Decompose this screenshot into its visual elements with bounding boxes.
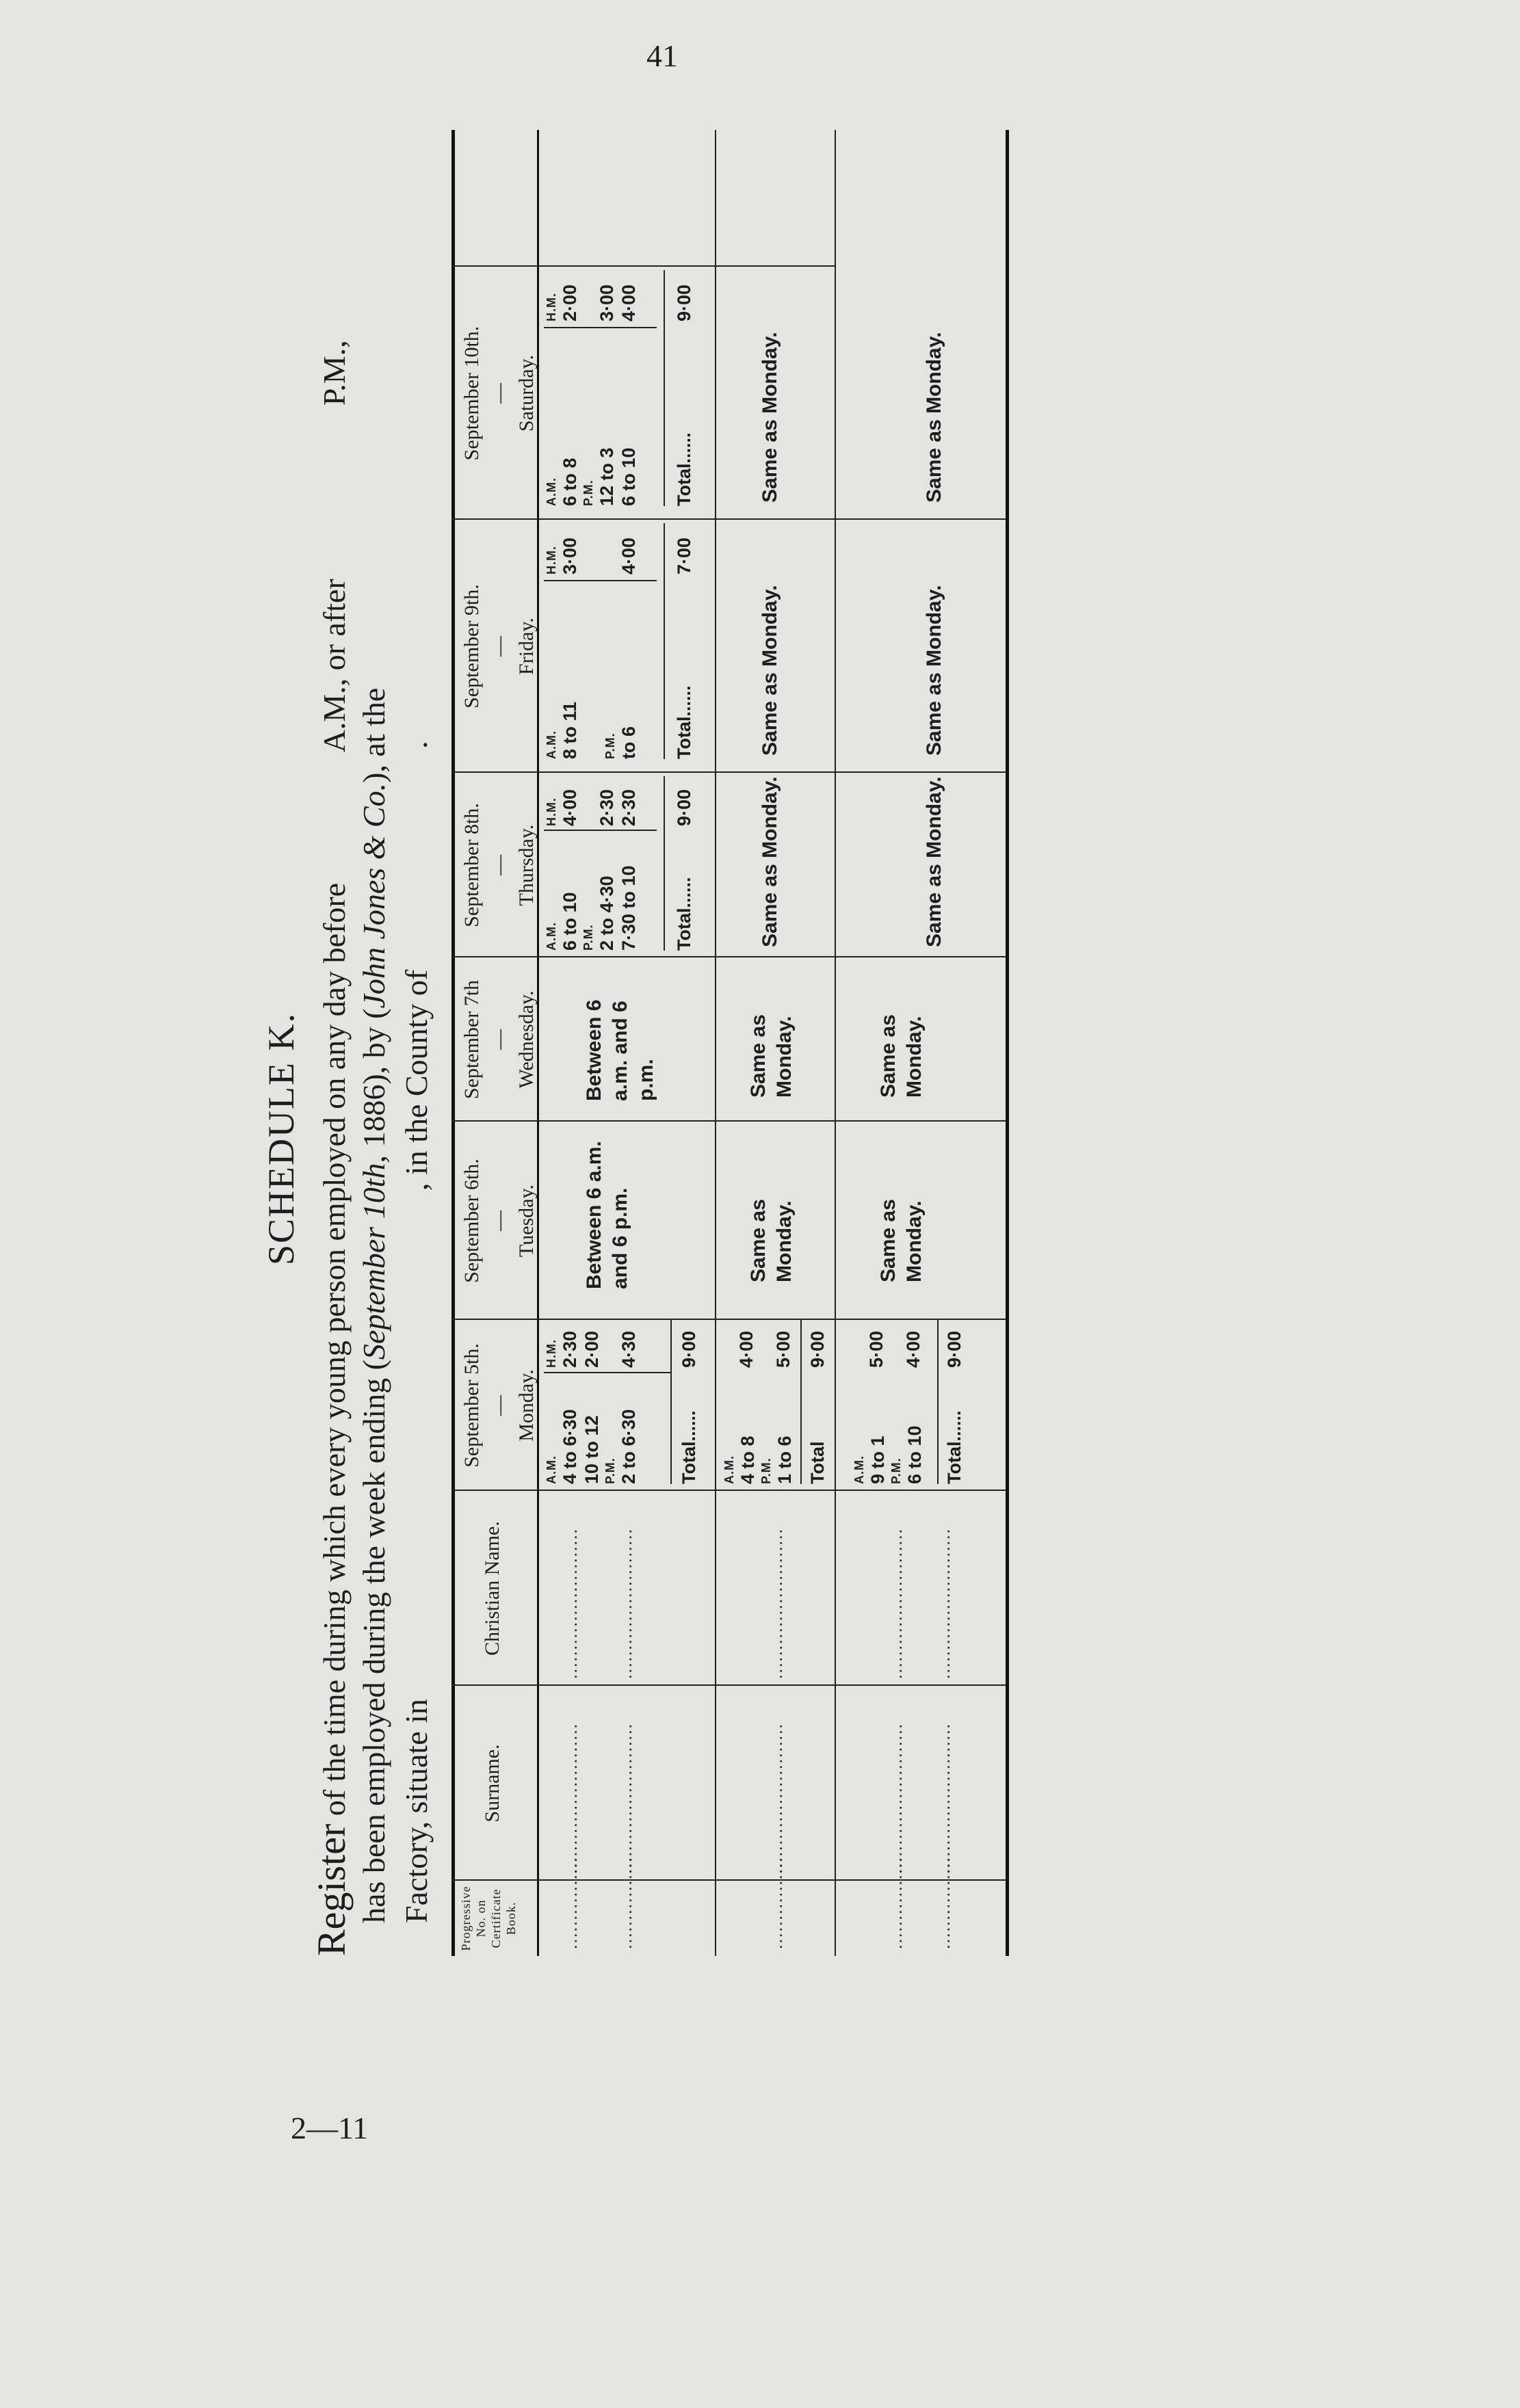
pm-label: P.M. bbox=[889, 1457, 903, 1484]
register-word: Register bbox=[309, 1823, 354, 1956]
monday-total-label: Total...... bbox=[679, 1410, 699, 1484]
monday-date: September 5th. bbox=[460, 1343, 483, 1468]
hours-sep bbox=[544, 327, 657, 328]
hours-sep bbox=[544, 1372, 670, 1373]
dotted-fill: .......................... bbox=[616, 1528, 635, 1679]
time-range: 1 to 6 bbox=[774, 1435, 795, 1484]
monday-ref: Monday. bbox=[903, 1200, 926, 1282]
saturday-total-label: Total...... bbox=[674, 432, 694, 506]
hours: 4·30 bbox=[618, 1330, 639, 1368]
monday-label: Monday. bbox=[515, 1369, 538, 1442]
text-part: . bbox=[399, 741, 434, 749]
am-label: A.M. bbox=[545, 730, 558, 759]
thursday-total-hours: 9·00 bbox=[674, 789, 694, 826]
spacer bbox=[887, 1320, 902, 1368]
tuesday-between: Between 6 a.m. and 6 p.m. bbox=[583, 1141, 631, 1289]
hours: 2·30 bbox=[597, 789, 617, 826]
am-label: A.M. bbox=[545, 477, 558, 506]
time-range: 6 to 8 bbox=[560, 458, 580, 506]
spacer bbox=[581, 778, 596, 826]
employer-name: John Jones & Co. bbox=[356, 782, 391, 1009]
header-thursday bbox=[458, 773, 540, 957]
page-number: 41 bbox=[646, 38, 678, 73]
hours: 4·00 bbox=[560, 789, 580, 826]
hours: 5·00 bbox=[866, 1330, 887, 1368]
row2-saturday-same: Same as Monday. bbox=[759, 332, 781, 503]
col-sep bbox=[451, 1879, 1006, 1881]
pm-label: P.M. bbox=[603, 1457, 617, 1484]
hours: 4·00 bbox=[903, 1330, 923, 1368]
row3-monday-total-hours: 9·00 bbox=[944, 1330, 965, 1368]
friday-total-hours: 7·00 bbox=[674, 537, 694, 574]
header-christian-name: Christian Name. bbox=[481, 1521, 503, 1656]
row2-thursday-same: Same as Monday. bbox=[759, 776, 781, 947]
dotted-fill: .......................... bbox=[561, 1528, 581, 1679]
hours: 4·00 bbox=[618, 537, 639, 574]
same-as: Same as bbox=[877, 1014, 900, 1098]
time-range: 2 to 6·30 bbox=[618, 1409, 639, 1484]
dotted-fill: ................ bbox=[766, 1856, 786, 1949]
header-progressive: Progressive No. on Certificate Book. bbox=[459, 1886, 518, 1951]
register-text: of the time during which every young person employed on any day before bbox=[317, 882, 352, 1824]
row2-monday-total-label: Total bbox=[807, 1441, 828, 1484]
am-text: A.M., or after bbox=[317, 579, 352, 753]
dash: — bbox=[488, 383, 510, 403]
total-rule bbox=[670, 1320, 672, 1484]
am-label: A.M. bbox=[545, 1455, 558, 1484]
register-line-2 bbox=[353, 688, 395, 1923]
header-monday bbox=[458, 1320, 540, 1491]
dotted-fill: .......................... bbox=[561, 1723, 581, 1874]
hours: 2·30 bbox=[618, 789, 639, 826]
friday-hours bbox=[544, 523, 640, 574]
spacer bbox=[757, 1320, 772, 1368]
tuesday-label: Tuesday. bbox=[515, 1184, 538, 1258]
row3-monday-times bbox=[852, 1375, 926, 1484]
pm-label: P.M. bbox=[581, 924, 595, 951]
row3-monday-hours bbox=[865, 1320, 924, 1368]
am-label: A.M. bbox=[545, 922, 558, 951]
spacer bbox=[603, 1320, 618, 1368]
hours: 2·30 bbox=[560, 1330, 580, 1368]
friday-label: Friday. bbox=[515, 618, 538, 675]
spacer bbox=[581, 270, 596, 321]
hm-label: H.M. bbox=[545, 797, 558, 826]
total-rule bbox=[800, 1320, 802, 1484]
am-label: A.M. bbox=[722, 1455, 736, 1484]
col-sep bbox=[451, 1684, 1006, 1686]
friday-total-label: Total...... bbox=[674, 685, 694, 759]
dotted-fill: ................ bbox=[561, 1856, 581, 1949]
hours: 3·00 bbox=[560, 537, 580, 574]
same-as: Same as bbox=[747, 1014, 770, 1098]
header-saturday bbox=[458, 267, 540, 520]
pm-text: P.M., bbox=[317, 340, 352, 406]
header-surname: Surname. bbox=[481, 1744, 503, 1823]
dotted-fill: .......................... bbox=[934, 1528, 954, 1679]
dash: — bbox=[488, 636, 510, 657]
monday-ref: Monday. bbox=[773, 1200, 796, 1282]
pm-label: P.M. bbox=[759, 1457, 773, 1484]
same-as: Same as bbox=[877, 1199, 900, 1282]
dash: — bbox=[488, 1395, 510, 1416]
total-rule bbox=[664, 270, 665, 506]
total-rule bbox=[937, 1320, 939, 1484]
row3-monday-total-label: Total...... bbox=[944, 1410, 965, 1484]
rotated-schedule bbox=[260, 0, 1491, 1956]
time-range: 12 to 3 bbox=[597, 447, 617, 506]
time-range: 4 to 6·30 bbox=[560, 1409, 580, 1484]
time-range: to 6 bbox=[618, 726, 639, 759]
hours: 2·00 bbox=[581, 1330, 602, 1368]
wednesday-between: Between 6 a.m. and 6 p.m. bbox=[583, 999, 657, 1101]
time-range: 2 to 4·30 bbox=[597, 875, 617, 951]
pm-label: P.M. bbox=[581, 479, 595, 506]
wednesday-label: Wednesday. bbox=[515, 990, 538, 1089]
text-part: , in the County of bbox=[399, 969, 434, 1191]
time-range: 4 to 8 bbox=[737, 1435, 758, 1484]
header-tuesday bbox=[458, 1122, 540, 1320]
time-range: 9 to 1 bbox=[867, 1435, 888, 1484]
thursday-hours bbox=[544, 778, 640, 826]
wednesday-date: September 7th bbox=[460, 979, 483, 1100]
text-part: Factory, situate in bbox=[399, 1699, 434, 1923]
register-line-3 bbox=[395, 741, 438, 1923]
spacer bbox=[581, 523, 618, 574]
dotted-fill: .......................... bbox=[616, 1723, 635, 1874]
text-part: has been employed during the week ending ( bbox=[356, 1360, 391, 1923]
thursday-label: Thursday. bbox=[515, 824, 538, 906]
friday-times bbox=[544, 602, 640, 759]
row3-wednesday-same bbox=[876, 961, 928, 1098]
hm-label: H.M. bbox=[545, 1339, 558, 1368]
dotted-fill: .......................... bbox=[934, 1723, 954, 1874]
dotted-fill: ................ bbox=[616, 1856, 635, 1949]
dotted-fill: .......................... bbox=[886, 1723, 906, 1874]
dash: — bbox=[488, 855, 510, 875]
row3-tuesday-same bbox=[876, 1146, 928, 1282]
week-ending-date: September 10th, bbox=[356, 1155, 391, 1360]
dotted-fill: ................ bbox=[934, 1856, 954, 1949]
row2-friday-same: Same as Monday. bbox=[759, 585, 781, 756]
monday-hours bbox=[544, 1320, 640, 1368]
monday-times bbox=[544, 1375, 640, 1484]
text-part: ), at the bbox=[356, 687, 391, 783]
dash: — bbox=[488, 1210, 510, 1231]
hours-sep bbox=[544, 830, 657, 831]
total-rule bbox=[664, 523, 665, 759]
thursday-total-label: Total...... bbox=[674, 877, 694, 951]
saturday-hours bbox=[544, 270, 640, 321]
hours: 3·00 bbox=[597, 284, 617, 321]
time-range: 6 to 10 bbox=[904, 1425, 925, 1484]
table-bottom-rule bbox=[1006, 130, 1009, 1956]
row2-monday-hours bbox=[735, 1320, 794, 1368]
register-line-1 bbox=[311, 340, 356, 1956]
time-range: 8 to 11 bbox=[560, 701, 580, 759]
printer-signature: 2—11 bbox=[291, 2111, 369, 2145]
header-friday bbox=[458, 520, 540, 773]
am-label: A.M. bbox=[852, 1455, 866, 1484]
time-range: 6 to 10 bbox=[560, 892, 580, 951]
saturday-total-hours: 9·00 bbox=[674, 284, 694, 321]
dotted-fill: .......................... bbox=[766, 1528, 786, 1679]
hours: 5·00 bbox=[773, 1330, 794, 1368]
row-sep bbox=[835, 130, 836, 1956]
saturday-label: Saturday. bbox=[515, 354, 538, 432]
schedule-title: SCHEDULE K. bbox=[261, 1012, 302, 1265]
dotted-fill: .......................... bbox=[886, 1528, 906, 1679]
time-range: 7·30 to 10 bbox=[618, 865, 639, 951]
thursday-date: September 8th. bbox=[460, 803, 483, 927]
row2-tuesday-same bbox=[746, 1146, 798, 1282]
hours: 4·00 bbox=[618, 284, 639, 321]
dotted-fill: .......................... bbox=[766, 1723, 786, 1874]
tuesday-date: September 6th. bbox=[460, 1159, 483, 1283]
header-wednesday bbox=[458, 957, 540, 1122]
dash: — bbox=[488, 1029, 510, 1050]
monday-ref: Monday. bbox=[903, 1016, 926, 1098]
same-as: Same as bbox=[747, 1199, 770, 1282]
thursday-times bbox=[544, 834, 640, 951]
hm-label: H.M. bbox=[545, 293, 558, 321]
friday-date: September 9th. bbox=[460, 584, 483, 709]
monday-ref: Monday. bbox=[773, 1016, 796, 1098]
row3-thursday-same: Same as Monday. bbox=[923, 776, 945, 947]
spacer bbox=[581, 602, 603, 759]
monday-total-hours: 9·00 bbox=[679, 1330, 699, 1368]
row3-saturday-same: Same as Monday. bbox=[923, 332, 945, 503]
time-range: 10 to 12 bbox=[581, 1415, 602, 1484]
text-part: 1886), by ( bbox=[356, 1008, 391, 1156]
row2-monday-total-hours: 9·00 bbox=[807, 1330, 828, 1368]
hours: 4·00 bbox=[736, 1330, 757, 1368]
time-range: 6 to 10 bbox=[618, 447, 639, 506]
row2-wednesday-same bbox=[746, 961, 798, 1098]
hm-label: H.M. bbox=[545, 546, 558, 574]
hours-sep bbox=[544, 580, 657, 581]
saturday-times bbox=[544, 349, 640, 506]
dotted-fill: ................ bbox=[886, 1856, 906, 1949]
table-top-rule bbox=[451, 130, 455, 1956]
total-rule bbox=[664, 776, 665, 951]
hours: 2·00 bbox=[560, 284, 580, 321]
row-sep bbox=[715, 130, 716, 1956]
row2-monday-times bbox=[722, 1375, 796, 1484]
row3-friday-same: Same as Monday. bbox=[923, 585, 945, 756]
pm-label: P.M. bbox=[603, 732, 617, 759]
saturday-date: September 10th. bbox=[460, 326, 483, 461]
